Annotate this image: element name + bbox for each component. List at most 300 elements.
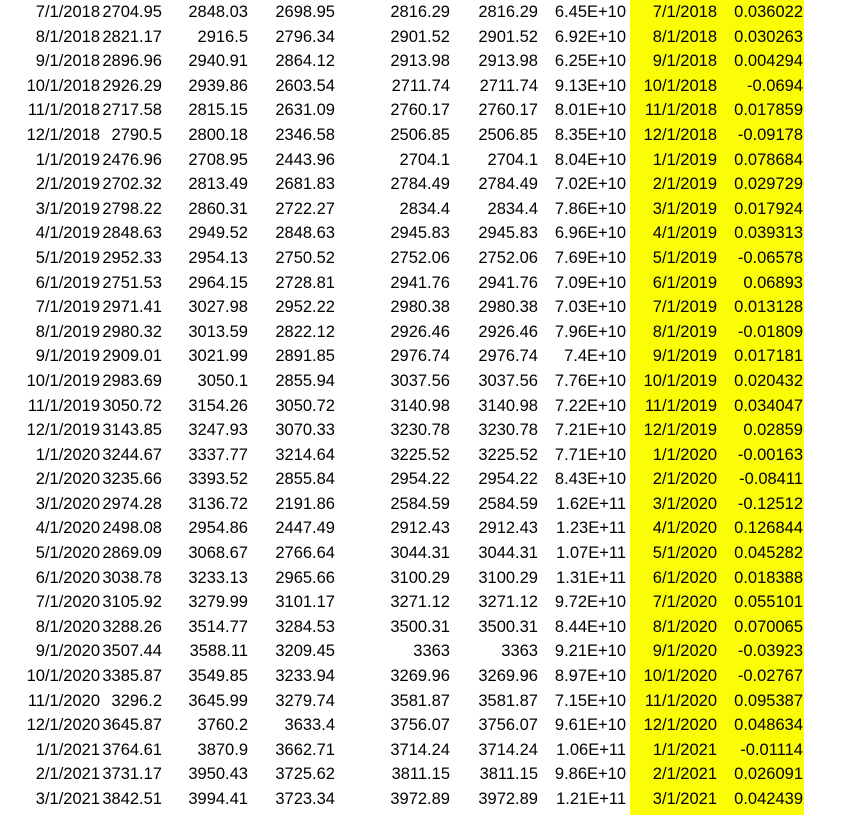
cell[interactable]: 3271.12: [390, 593, 450, 612]
cell[interactable]: 3811.15: [391, 765, 450, 784]
cell[interactable]: 0.042439: [734, 790, 803, 808]
cell[interactable]: 2784.49: [478, 175, 538, 194]
cell[interactable]: 3050.72: [275, 396, 335, 415]
cell[interactable]: 1/1/2019: [652, 150, 717, 169]
cell[interactable]: 3154.26: [188, 396, 248, 415]
cell[interactable]: -0.12512: [737, 494, 803, 513]
cell[interactable]: 6/1/2020: [35, 568, 100, 587]
cell[interactable]: 5/1/2019: [35, 248, 100, 267]
cell[interactable]: 2/1/2021: [35, 765, 100, 784]
cell[interactable]: 7/1/2019: [652, 298, 717, 317]
cell[interactable]: 3230.78: [478, 421, 538, 440]
cell[interactable]: 2976.74: [478, 347, 538, 366]
cell[interactable]: -0.03923: [737, 642, 803, 661]
cell[interactable]: 0.070065: [734, 617, 803, 636]
cell[interactable]: 2704.1: [487, 150, 538, 169]
cell[interactable]: 3811.15: [479, 765, 538, 784]
cell[interactable]: 2848.03: [188, 3, 248, 21]
cell[interactable]: 3645.87: [102, 716, 162, 735]
cell[interactable]: 4/1/2020: [652, 519, 717, 538]
cell[interactable]: 0.034047: [734, 396, 803, 415]
cell[interactable]: -0.09178: [737, 125, 803, 144]
cell[interactable]: 0.06893: [743, 273, 803, 292]
cell[interactable]: 2760.17: [478, 101, 538, 120]
cell[interactable]: 8.04E+10: [554, 150, 626, 169]
cell[interactable]: 2864.12: [275, 52, 335, 71]
cell[interactable]: 2940.91: [188, 52, 248, 71]
cell[interactable]: 10/1/2020: [26, 667, 100, 686]
cell[interactable]: -0.02767: [737, 667, 803, 686]
cell[interactable]: 3756.07: [478, 716, 538, 735]
cell[interactable]: 3044.31: [390, 544, 450, 563]
cell[interactable]: 7.03E+10: [554, 298, 626, 317]
cell[interactable]: 2945.83: [390, 224, 450, 243]
cell[interactable]: 4/1/2020: [35, 519, 100, 538]
cell[interactable]: 10/1/2018: [26, 76, 100, 95]
cell[interactable]: 0.018388: [734, 568, 803, 587]
cell[interactable]: 3269.96: [390, 667, 450, 686]
cell[interactable]: 12/1/2020: [26, 716, 100, 735]
cell[interactable]: 4/1/2019: [35, 224, 100, 243]
cell[interactable]: 3101.17: [275, 593, 335, 612]
cell[interactable]: 0.095387: [734, 691, 803, 710]
cell[interactable]: 3/1/2020: [35, 494, 100, 513]
cell[interactable]: 6.96E+10: [554, 224, 626, 243]
cell[interactable]: 7.15E+10: [554, 691, 626, 710]
cell[interactable]: 2848.63: [275, 224, 335, 243]
cell[interactable]: 7.09E+10: [554, 273, 626, 292]
cell[interactable]: 2901.52: [390, 27, 450, 46]
cell[interactable]: 8.01E+10: [554, 101, 626, 120]
cell[interactable]: 0.017924: [734, 199, 803, 218]
cell[interactable]: 3037.56: [390, 371, 450, 390]
cell[interactable]: 10/1/2019: [26, 371, 100, 390]
cell[interactable]: 7/1/2020: [652, 593, 717, 612]
cell[interactable]: 2584.59: [478, 494, 538, 513]
cell[interactable]: 11/1/2019: [644, 396, 717, 415]
cell[interactable]: 6.92E+10: [554, 27, 626, 46]
cell[interactable]: 9.61E+10: [554, 716, 626, 735]
cell[interactable]: 3588.11: [189, 642, 248, 661]
cell[interactable]: 3714.24: [478, 740, 538, 759]
cell[interactable]: 8.35E+10: [554, 125, 626, 144]
cell[interactable]: 1.23E+11: [556, 519, 626, 538]
cell[interactable]: 2752.06: [390, 248, 450, 267]
cell[interactable]: 2834.4: [399, 199, 450, 218]
cell[interactable]: 1.62E+11: [556, 494, 626, 513]
cell[interactable]: 3230.78: [390, 421, 450, 440]
cell[interactable]: 2848.63: [102, 224, 162, 243]
cell[interactable]: 2/1/2020: [652, 470, 717, 489]
cell[interactable]: 2822.12: [275, 322, 335, 341]
cell[interactable]: 2939.86: [188, 76, 248, 95]
cell[interactable]: 2760.17: [390, 101, 450, 120]
cell[interactable]: 3244.67: [102, 445, 162, 464]
cell[interactable]: 7/1/2020: [35, 593, 100, 612]
cell[interactable]: 2980.38: [478, 298, 538, 317]
cell[interactable]: 3/1/2019: [35, 199, 100, 218]
cell[interactable]: 10/1/2018: [643, 76, 717, 95]
cell[interactable]: 2/1/2019: [35, 175, 100, 194]
cell[interactable]: 1/1/2020: [652, 445, 717, 464]
cell[interactable]: 2698.95: [275, 3, 335, 21]
cell[interactable]: 7/1/2018: [35, 3, 100, 21]
cell[interactable]: 5/1/2019: [652, 248, 717, 267]
cell[interactable]: 6.45E+10: [554, 3, 626, 21]
cell[interactable]: 12/1/2019: [26, 421, 100, 440]
cell[interactable]: -0.08411: [739, 470, 803, 489]
cell[interactable]: 3500.31: [390, 617, 450, 636]
cell[interactable]: 2722.27: [275, 199, 335, 218]
cell[interactable]: 0.045282: [734, 544, 803, 563]
cell[interactable]: 2965.66: [275, 568, 335, 587]
cell[interactable]: 9/1/2020: [652, 642, 717, 661]
cell[interactable]: 2964.15: [188, 273, 248, 292]
cell[interactable]: 2949.52: [188, 224, 248, 243]
cell[interactable]: 2912.43: [478, 519, 538, 538]
cell[interactable]: 3385.87: [102, 667, 162, 686]
cell[interactable]: 3950.43: [188, 765, 248, 784]
cell[interactable]: 9.13E+10: [554, 76, 626, 95]
cell[interactable]: 7.71E+10: [554, 445, 626, 464]
cell[interactable]: 3363: [501, 642, 538, 661]
cell[interactable]: 12/1/2018: [26, 125, 100, 144]
cell[interactable]: 8.44E+10: [554, 617, 626, 636]
cell[interactable]: 3233.94: [275, 667, 335, 686]
cell[interactable]: 11/1/2020: [27, 691, 100, 710]
cell[interactable]: 2941.76: [390, 273, 450, 292]
cell[interactable]: 2974.28: [102, 494, 162, 513]
cell[interactable]: 2728.81: [275, 273, 335, 292]
cell[interactable]: 1/1/2021: [652, 740, 717, 759]
cell[interactable]: 2913.98: [478, 52, 538, 71]
cell[interactable]: 3731.17: [102, 765, 162, 784]
cell[interactable]: 9/1/2019: [652, 347, 717, 366]
cell[interactable]: 3714.24: [390, 740, 450, 759]
cell[interactable]: 3972.89: [390, 790, 450, 808]
cell[interactable]: 2912.43: [390, 519, 450, 538]
cell[interactable]: 8/1/2018: [652, 27, 717, 46]
cell[interactable]: 2855.94: [275, 371, 335, 390]
cell[interactable]: 2980.38: [390, 298, 450, 317]
cell[interactable]: 8/1/2018: [35, 27, 100, 46]
cell[interactable]: 3140.98: [478, 396, 538, 415]
cell[interactable]: 3633.4: [284, 716, 335, 735]
cell[interactable]: 2447.49: [275, 519, 335, 538]
cell[interactable]: 3038.78: [102, 568, 162, 587]
cell[interactable]: 1.21E+11: [556, 790, 626, 808]
cell[interactable]: 12/1/2018: [643, 125, 717, 144]
cell[interactable]: -0.00163: [737, 445, 803, 464]
cell[interactable]: 3235.66: [102, 470, 162, 489]
cell[interactable]: 3044.31: [478, 544, 538, 563]
cell[interactable]: 2498.08: [102, 519, 162, 538]
cell[interactable]: 3136.72: [188, 494, 248, 513]
cell[interactable]: 2909.01: [102, 347, 162, 366]
cell[interactable]: 3764.61: [102, 740, 162, 759]
cell[interactable]: 3100.29: [478, 568, 538, 587]
cell[interactable]: 2584.59: [390, 494, 450, 513]
cell[interactable]: 2784.49: [390, 175, 450, 194]
cell[interactable]: 3549.85: [188, 667, 248, 686]
cell[interactable]: 2603.54: [275, 76, 335, 95]
cell[interactable]: 2681.83: [275, 175, 335, 194]
cell[interactable]: 9.86E+10: [554, 765, 626, 784]
cell[interactable]: 3037.56: [478, 371, 538, 390]
cell[interactable]: 2954.22: [478, 470, 538, 489]
cell[interactable]: 2704.95: [102, 3, 162, 21]
cell[interactable]: 2926.46: [478, 322, 538, 341]
cell[interactable]: -0.06578: [737, 248, 803, 267]
cell[interactable]: 7.4E+10: [564, 347, 626, 366]
cell[interactable]: 2954.13: [188, 248, 248, 267]
cell[interactable]: 12/1/2020: [643, 716, 717, 735]
cell[interactable]: 7.22E+10: [554, 396, 626, 415]
cell[interactable]: 3233.13: [188, 568, 248, 587]
cell[interactable]: 8/1/2019: [35, 322, 100, 341]
cell[interactable]: 3284.53: [275, 617, 335, 636]
cell[interactable]: 3271.12: [478, 593, 538, 612]
cell[interactable]: 3725.62: [275, 765, 335, 784]
cell[interactable]: 11/1/2019: [27, 396, 100, 415]
cell[interactable]: 6/1/2019: [652, 273, 717, 292]
cell[interactable]: 3507.44: [102, 642, 162, 661]
cell[interactable]: 8/1/2019: [652, 322, 717, 341]
cell[interactable]: 0.026091: [734, 765, 803, 784]
cell[interactable]: 7.96E+10: [554, 322, 626, 341]
cell[interactable]: 2983.69: [102, 371, 162, 390]
cell[interactable]: 3756.07: [390, 716, 450, 735]
cell[interactable]: 3393.52: [188, 470, 248, 489]
cell[interactable]: 3972.89: [478, 790, 538, 808]
cell[interactable]: 0.02859: [743, 421, 803, 440]
cell[interactable]: 1/1/2021: [35, 740, 100, 759]
cell[interactable]: 2834.4: [487, 199, 538, 218]
cell[interactable]: 2821.17: [102, 27, 162, 46]
cell[interactable]: 9/1/2018: [35, 52, 100, 71]
cell[interactable]: 2476.96: [102, 150, 162, 169]
cell[interactable]: 2945.83: [478, 224, 538, 243]
cell[interactable]: 2708.95: [188, 150, 248, 169]
cell[interactable]: 3842.51: [102, 790, 162, 808]
cell[interactable]: 0.048634: [734, 716, 803, 735]
cell[interactable]: 3279.99: [188, 593, 248, 612]
cell[interactable]: 11/1/2018: [644, 101, 717, 120]
cell[interactable]: 1/1/2019: [35, 150, 100, 169]
cell[interactable]: 6.25E+10: [554, 52, 626, 71]
cell[interactable]: 2443.96: [275, 150, 335, 169]
cell[interactable]: 11/1/2018: [27, 101, 100, 120]
cell[interactable]: 3050.1: [197, 371, 248, 390]
cell[interactable]: 2796.34: [275, 27, 335, 46]
cell[interactable]: 0.020432: [734, 371, 803, 390]
cell[interactable]: 2/1/2020: [35, 470, 100, 489]
cell[interactable]: 8/1/2020: [35, 617, 100, 636]
cell[interactable]: 3645.99: [188, 691, 248, 710]
cell[interactable]: 9/1/2019: [35, 347, 100, 366]
cell[interactable]: 11/1/2020: [644, 691, 717, 710]
cell[interactable]: 3105.92: [102, 593, 162, 612]
cell[interactable]: 3225.52: [478, 445, 538, 464]
cell[interactable]: 3100.29: [390, 568, 450, 587]
cell[interactable]: 2790.5: [111, 125, 162, 144]
cell[interactable]: 3/1/2021: [652, 790, 717, 808]
cell[interactable]: 2717.58: [102, 101, 162, 120]
cell[interactable]: 2800.18: [188, 125, 248, 144]
cell[interactable]: 2/1/2021: [652, 765, 717, 784]
cell[interactable]: 3269.96: [478, 667, 538, 686]
cell[interactable]: 1.07E+11: [556, 544, 626, 563]
cell[interactable]: -0.01114: [740, 740, 803, 759]
cell[interactable]: 0.126844: [734, 519, 803, 538]
cell[interactable]: 7.21E+10: [554, 421, 626, 440]
cell[interactable]: 3514.77: [188, 617, 248, 636]
cell[interactable]: 9/1/2020: [35, 642, 100, 661]
cell[interactable]: 7/1/2018: [652, 3, 717, 21]
cell[interactable]: 2752.06: [478, 248, 538, 267]
cell[interactable]: 9/1/2018: [652, 52, 717, 71]
cell[interactable]: 2631.09: [275, 101, 335, 120]
cell[interactable]: 2815.15: [188, 101, 248, 120]
cell[interactable]: 0.055101: [734, 593, 803, 612]
cell[interactable]: 3279.74: [275, 691, 335, 710]
cell[interactable]: 2891.85: [275, 347, 335, 366]
cell[interactable]: 2952.33: [102, 248, 162, 267]
cell[interactable]: 2976.74: [390, 347, 450, 366]
cell[interactable]: 2926.29: [102, 76, 162, 95]
cell[interactable]: 9.72E+10: [554, 593, 626, 612]
cell[interactable]: 3870.9: [197, 740, 248, 759]
cell[interactable]: 0.017181: [734, 347, 803, 366]
cell[interactable]: 2855.84: [275, 470, 335, 489]
cell[interactable]: 4/1/2019: [652, 224, 717, 243]
cell[interactable]: 0.004294: [734, 52, 803, 71]
cell[interactable]: 3296.2: [111, 691, 162, 710]
cell[interactable]: 3225.52: [390, 445, 450, 464]
cell[interactable]: 3140.98: [390, 396, 450, 415]
cell[interactable]: 7.76E+10: [554, 371, 626, 390]
cell[interactable]: 3723.34: [275, 790, 335, 808]
cell[interactable]: 0.029729: [734, 175, 803, 194]
cell[interactable]: 3021.99: [188, 347, 248, 366]
table-row: [0, 541, 841, 566]
cell[interactable]: 2952.22: [275, 298, 335, 317]
cell[interactable]: 2702.32: [102, 175, 162, 194]
cell[interactable]: 10/1/2019: [643, 371, 717, 390]
cell[interactable]: 3/1/2019: [652, 199, 717, 218]
cell[interactable]: 3288.26: [102, 617, 162, 636]
cell[interactable]: 3068.67: [188, 544, 248, 563]
table-row: [0, 443, 841, 468]
cell[interactable]: 0.036022: [734, 3, 803, 21]
cell[interactable]: 2901.52: [478, 27, 538, 46]
cell[interactable]: 3500.31: [478, 617, 538, 636]
cell[interactable]: 2926.46: [390, 322, 450, 341]
cell[interactable]: 2711.74: [391, 76, 450, 95]
cell[interactable]: 2506.85: [478, 125, 538, 144]
cell[interactable]: 2506.85: [390, 125, 450, 144]
cell[interactable]: 2766.64: [275, 544, 335, 563]
cell[interactable]: 2980.32: [102, 322, 162, 341]
cell[interactable]: 1.06E+11: [556, 740, 626, 759]
cell[interactable]: 3994.41: [188, 790, 248, 808]
cell[interactable]: 3/1/2021: [35, 790, 100, 808]
cell[interactable]: 2704.1: [399, 150, 450, 169]
cell[interactable]: 1/1/2020: [35, 445, 100, 464]
cell[interactable]: 2860.31: [188, 199, 248, 218]
cell[interactable]: 3013.59: [188, 322, 248, 341]
cell[interactable]: 3027.98: [188, 298, 248, 317]
cell[interactable]: 6/1/2020: [652, 568, 717, 587]
cell[interactable]: 3581.87: [390, 691, 450, 710]
cell[interactable]: 8.43E+10: [554, 470, 626, 489]
cell[interactable]: 3581.87: [478, 691, 538, 710]
cell[interactable]: 2869.09: [102, 544, 162, 563]
cell[interactable]: 3/1/2020: [652, 494, 717, 513]
cell[interactable]: 0.030263: [734, 27, 803, 46]
cell[interactable]: 2896.96: [102, 52, 162, 71]
cell[interactable]: 8.97E+10: [554, 667, 626, 686]
cell[interactable]: 9.21E+10: [554, 642, 626, 661]
cell[interactable]: 3214.64: [275, 445, 335, 464]
cell[interactable]: 2916.5: [197, 27, 248, 46]
cell[interactable]: 2954.86: [188, 519, 248, 538]
cell[interactable]: 5/1/2020: [652, 544, 717, 563]
cell[interactable]: 7.02E+10: [554, 175, 626, 194]
cell[interactable]: 2913.98: [390, 52, 450, 71]
cell[interactable]: 0.078684: [734, 150, 803, 169]
cell[interactable]: 3247.93: [188, 421, 248, 440]
cell[interactable]: 2191.86: [275, 494, 335, 513]
cell[interactable]: 0.013128: [734, 298, 803, 317]
cell[interactable]: 0.017859: [734, 101, 803, 120]
cell[interactable]: 2941.76: [478, 273, 538, 292]
cell[interactable]: 2798.22: [102, 199, 162, 218]
cell[interactable]: 8/1/2020: [652, 617, 717, 636]
cell[interactable]: 3337.77: [188, 445, 248, 464]
cell[interactable]: 3050.72: [102, 396, 162, 415]
cell[interactable]: 2813.49: [188, 175, 248, 194]
cell[interactable]: 7.86E+10: [554, 199, 626, 218]
cell[interactable]: 2/1/2019: [652, 175, 717, 194]
cell[interactable]: 7.69E+10: [554, 248, 626, 267]
cell[interactable]: 3070.33: [275, 421, 335, 440]
cell[interactable]: 2346.58: [275, 125, 335, 144]
cell[interactable]: 0.039313: [734, 224, 803, 243]
cell[interactable]: 3363: [413, 642, 450, 661]
cell[interactable]: 7/1/2019: [35, 298, 100, 317]
cell[interactable]: 2954.22: [390, 470, 450, 489]
cell[interactable]: 2751.53: [102, 273, 162, 292]
cell[interactable]: 2816.29: [478, 3, 538, 21]
cell[interactable]: 2971.41: [102, 298, 162, 317]
cell[interactable]: 12/1/2019: [643, 421, 717, 440]
cell[interactable]: 10/1/2020: [643, 667, 717, 686]
cell[interactable]: -0.01809: [737, 322, 803, 341]
cell[interactable]: 3209.45: [275, 642, 335, 661]
cell[interactable]: 6/1/2019: [35, 273, 100, 292]
cell[interactable]: 1.31E+11: [556, 568, 626, 587]
cell[interactable]: -0.0694: [747, 76, 803, 95]
cell[interactable]: 2750.52: [275, 248, 335, 267]
cell[interactable]: 2816.29: [390, 3, 450, 21]
cell[interactable]: 5/1/2020: [35, 544, 100, 563]
table-row: [0, 172, 841, 197]
cell[interactable]: 2711.74: [479, 76, 538, 95]
cell[interactable]: 3143.85: [102, 421, 162, 440]
cell[interactable]: 3760.2: [197, 716, 248, 735]
cell[interactable]: 3662.71: [275, 740, 335, 759]
